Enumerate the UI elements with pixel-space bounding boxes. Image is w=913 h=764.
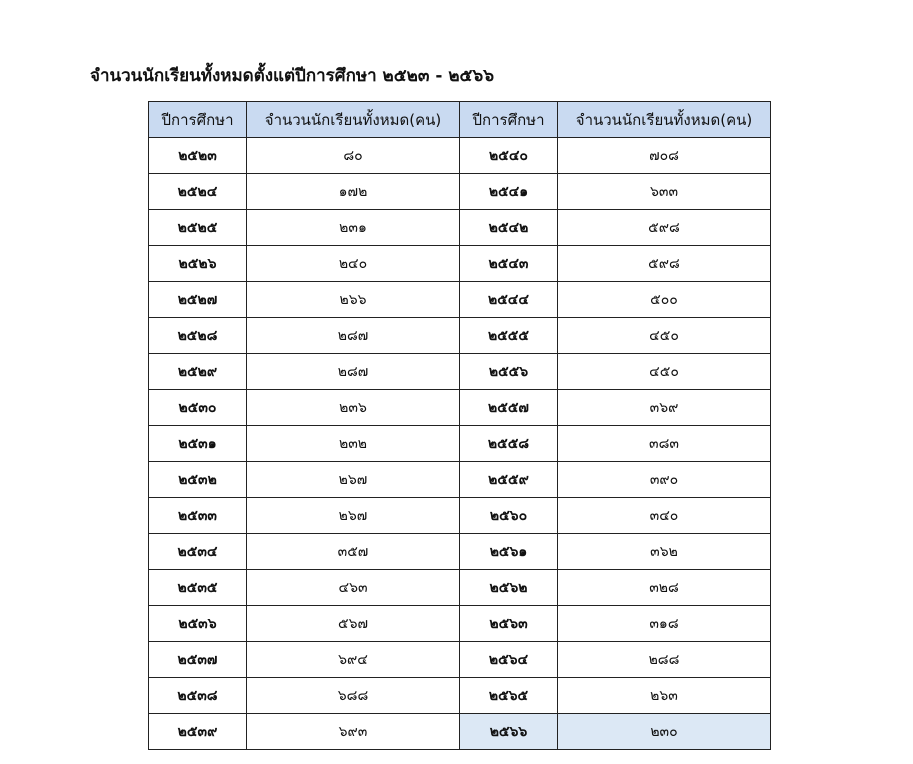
count-cell-right: ๕๙๘ bbox=[558, 210, 771, 246]
count-cell-left: ๒๓๖ bbox=[247, 390, 460, 426]
table-row bbox=[149, 534, 771, 570]
year-cell-left: ๒๕๓๑ bbox=[149, 426, 247, 462]
count-cell-right: ๗๐๘ bbox=[558, 138, 771, 174]
count-cell-left: ๒๖๗ bbox=[247, 498, 460, 534]
header-count-right: จำนวนนักเรียนทั้งหมด(คน) bbox=[558, 102, 771, 138]
year-cell-left: ๒๕๒๖ bbox=[149, 246, 247, 282]
year-cell-right: ๒๕๖๒ bbox=[460, 570, 558, 606]
table-row bbox=[149, 606, 771, 642]
count-cell-right: ๕๙๘ bbox=[558, 246, 771, 282]
table-body bbox=[149, 138, 771, 750]
count-cell-left: ๘๐ bbox=[247, 138, 460, 174]
year-cell-right: ๒๕๖๑ bbox=[460, 534, 558, 570]
year-cell-right: ๒๕๖๔ bbox=[460, 642, 558, 678]
count-cell-right: ๔๕๐ bbox=[558, 354, 771, 390]
year-cell-left: ๒๕๒๓ bbox=[149, 138, 247, 174]
count-cell-right: ๓๙๐ bbox=[558, 462, 771, 498]
table-row bbox=[149, 282, 771, 318]
count-cell-right: ๖๓๓ bbox=[558, 174, 771, 210]
table-row bbox=[149, 390, 771, 426]
year-cell-left: ๒๕๒๙ bbox=[149, 354, 247, 390]
year-cell-right: ๒๕๕๙ bbox=[460, 462, 558, 498]
count-cell-right: ๔๕๐ bbox=[558, 318, 771, 354]
count-cell-left: ๑๗๒ bbox=[247, 174, 460, 210]
table-row bbox=[149, 174, 771, 210]
table-row bbox=[149, 678, 771, 714]
year-cell-left: ๒๕๓๙ bbox=[149, 714, 247, 750]
year-cell-left: ๒๕๓๔ bbox=[149, 534, 247, 570]
year-cell-right: ๒๕๔๔ bbox=[460, 282, 558, 318]
count-cell-right: ๒๖๓ bbox=[558, 678, 771, 714]
year-cell-left: ๒๕๒๗ bbox=[149, 282, 247, 318]
table-header-row bbox=[149, 102, 771, 138]
year-cell-right: ๒๕๔๑ bbox=[460, 174, 558, 210]
year-cell-left: ๒๕๓๗ bbox=[149, 642, 247, 678]
year-cell-right: ๒๕๕๗ bbox=[460, 390, 558, 426]
header-year-right: ปีการศึกษา bbox=[460, 102, 558, 138]
count-cell-left: ๓๕๗ bbox=[247, 534, 460, 570]
count-cell-left: ๖๘๘ bbox=[247, 678, 460, 714]
count-cell-left: ๒๓๒ bbox=[247, 426, 460, 462]
year-cell-left: ๒๕๒๕ bbox=[149, 210, 247, 246]
count-cell-left: ๖๙๓ bbox=[247, 714, 460, 750]
count-cell-right: ๓๔๐ bbox=[558, 498, 771, 534]
year-cell-right: ๒๕๔๓ bbox=[460, 246, 558, 282]
year-cell-right: ๒๕๖๖ bbox=[460, 714, 558, 750]
table-row bbox=[149, 246, 771, 282]
count-cell-right: ๓๖๒ bbox=[558, 534, 771, 570]
count-cell-right: ๓๘๓ bbox=[558, 426, 771, 462]
year-cell-right: ๒๕๔๐ bbox=[460, 138, 558, 174]
count-cell-left: ๒๖๖ bbox=[247, 282, 460, 318]
count-cell-left: ๒๘๗ bbox=[247, 354, 460, 390]
year-cell-left: ๒๕๓๐ bbox=[149, 390, 247, 426]
year-cell-left: ๒๕๓๕ bbox=[149, 570, 247, 606]
year-cell-right: ๒๕๕๖ bbox=[460, 354, 558, 390]
table-row bbox=[149, 138, 771, 174]
student-count-table bbox=[148, 101, 771, 750]
year-cell-left: ๒๕๓๘ bbox=[149, 678, 247, 714]
table-row bbox=[149, 426, 771, 462]
year-cell-right: ๒๕๖๐ bbox=[460, 498, 558, 534]
count-cell-right: ๕๐๐ bbox=[558, 282, 771, 318]
count-cell-left: ๒๔๐ bbox=[247, 246, 460, 282]
year-cell-right: ๒๕๖๕ bbox=[460, 678, 558, 714]
count-cell-left: ๒๓๑ bbox=[247, 210, 460, 246]
count-cell-left: ๒๖๗ bbox=[247, 462, 460, 498]
count-cell-left: ๖๙๔ bbox=[247, 642, 460, 678]
table-row bbox=[149, 642, 771, 678]
table-row bbox=[149, 714, 771, 750]
year-cell-right: ๒๕๕๘ bbox=[460, 426, 558, 462]
year-cell-left: ๒๕๓๖ bbox=[149, 606, 247, 642]
table-row bbox=[149, 570, 771, 606]
year-cell-left: ๒๕๒๘ bbox=[149, 318, 247, 354]
count-cell-left: ๔๖๓ bbox=[247, 570, 460, 606]
year-cell-right: ๒๕๖๓ bbox=[460, 606, 558, 642]
year-cell-right: ๒๕๔๒ bbox=[460, 210, 558, 246]
count-cell-left: ๒๘๗ bbox=[247, 318, 460, 354]
table-row bbox=[149, 210, 771, 246]
count-cell-right: ๓๒๘ bbox=[558, 570, 771, 606]
year-cell-right: ๒๕๕๕ bbox=[460, 318, 558, 354]
count-cell-right: ๒๘๘ bbox=[558, 642, 771, 678]
count-cell-right: ๓๑๘ bbox=[558, 606, 771, 642]
year-cell-left: ๒๕๓๓ bbox=[149, 498, 247, 534]
year-cell-left: ๒๕๒๔ bbox=[149, 174, 247, 210]
header-year-left: ปีการศึกษา bbox=[149, 102, 247, 138]
table-row bbox=[149, 498, 771, 534]
count-cell-right: ๒๓๐ bbox=[558, 714, 771, 750]
year-cell-left: ๒๕๓๒ bbox=[149, 462, 247, 498]
header-count-left: จำนวนนักเรียนทั้งหมด(คน) bbox=[247, 102, 460, 138]
table-row bbox=[149, 354, 771, 390]
page-title: จำนวนนักเรียนทั้งหมดตั้งแต่ปีการศึกษา ๒๕๒๓ - ๒๕๖๖ bbox=[90, 66, 494, 86]
table-row bbox=[149, 318, 771, 354]
count-cell-right: ๓๖๙ bbox=[558, 390, 771, 426]
table-row bbox=[149, 462, 771, 498]
count-cell-left: ๕๖๗ bbox=[247, 606, 460, 642]
